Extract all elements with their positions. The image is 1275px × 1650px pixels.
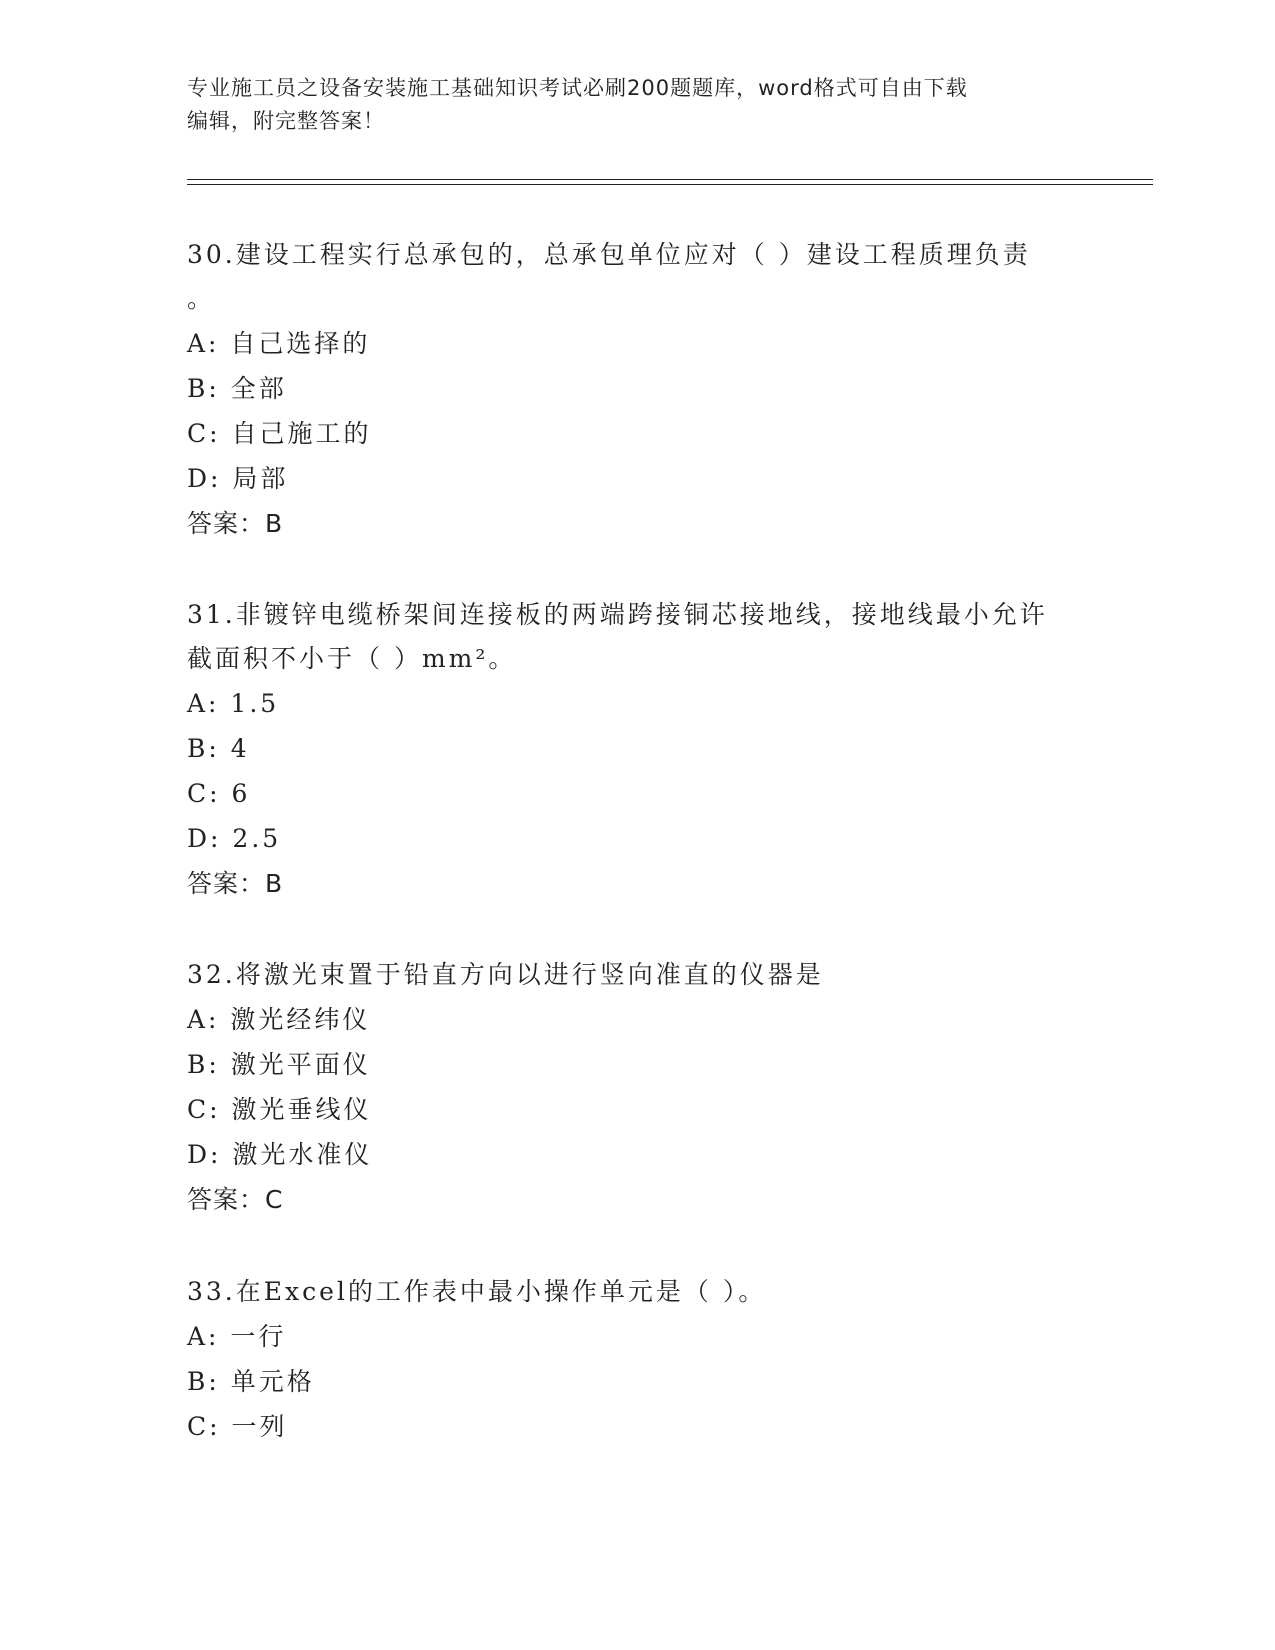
answer-label: 答案：B [187,869,284,898]
document-header [187,72,1087,138]
option-b: B: 4 [187,734,250,763]
option-c: C: 6 [187,779,251,808]
option-b: B: 单元格 [187,1367,315,1396]
answer-label: 答案：B [187,509,284,538]
answer-label: 答案：C [187,1185,284,1214]
option-b: B: 激光平面仪 [187,1050,371,1079]
question-32 [187,953,1087,1223]
header-divider-top [187,179,1153,180]
question-stem-line: 。 [187,284,216,313]
option-a: A: 一行 [187,1322,287,1351]
option-d: D: 局部 [187,464,289,493]
option-d: D: 激光水准仪 [187,1140,373,1169]
option-c: C: 激光垂线仪 [187,1095,372,1124]
option-a: A: 1.5 [187,689,280,718]
question-stem-line: 32.将激光束置于铅直方向以进行竖向准直的仪器是 [187,960,824,989]
question-stem-line: 30.建设工程实行总承包的，总承包单位应对（ ）建设工程质理负责 [187,240,1031,269]
question-31 [187,593,1087,907]
header-divider-bottom [187,184,1153,185]
question-33 [187,1270,1087,1449]
question-stem-line: 截面积不小于（ ）mm²。 [187,644,517,673]
question-stem-line: 31.非镀锌电缆桥架间连接板的两端跨接铜芯接地线，接地线最小允许 [187,600,1048,629]
option-d: D: 2.5 [187,824,282,853]
header-title-line-2: 编辑，附完整答案！ [187,109,385,133]
option-a: A: 激光经纬仪 [187,1005,371,1034]
option-c: C: 自己施工的 [187,419,372,448]
header-title-line-1: 专业施工员之设备安装施工基础知识考试必刷200题题库，word格式可自由下载 [187,76,968,100]
option-c: C: 一列 [187,1412,288,1441]
option-b: B: 全部 [187,374,287,403]
question-30 [187,233,1087,547]
question-stem-line: 33.在Excel的工作表中最小操作单元是（ ）。 [187,1277,767,1306]
option-a: A: 自己选择的 [187,329,371,358]
